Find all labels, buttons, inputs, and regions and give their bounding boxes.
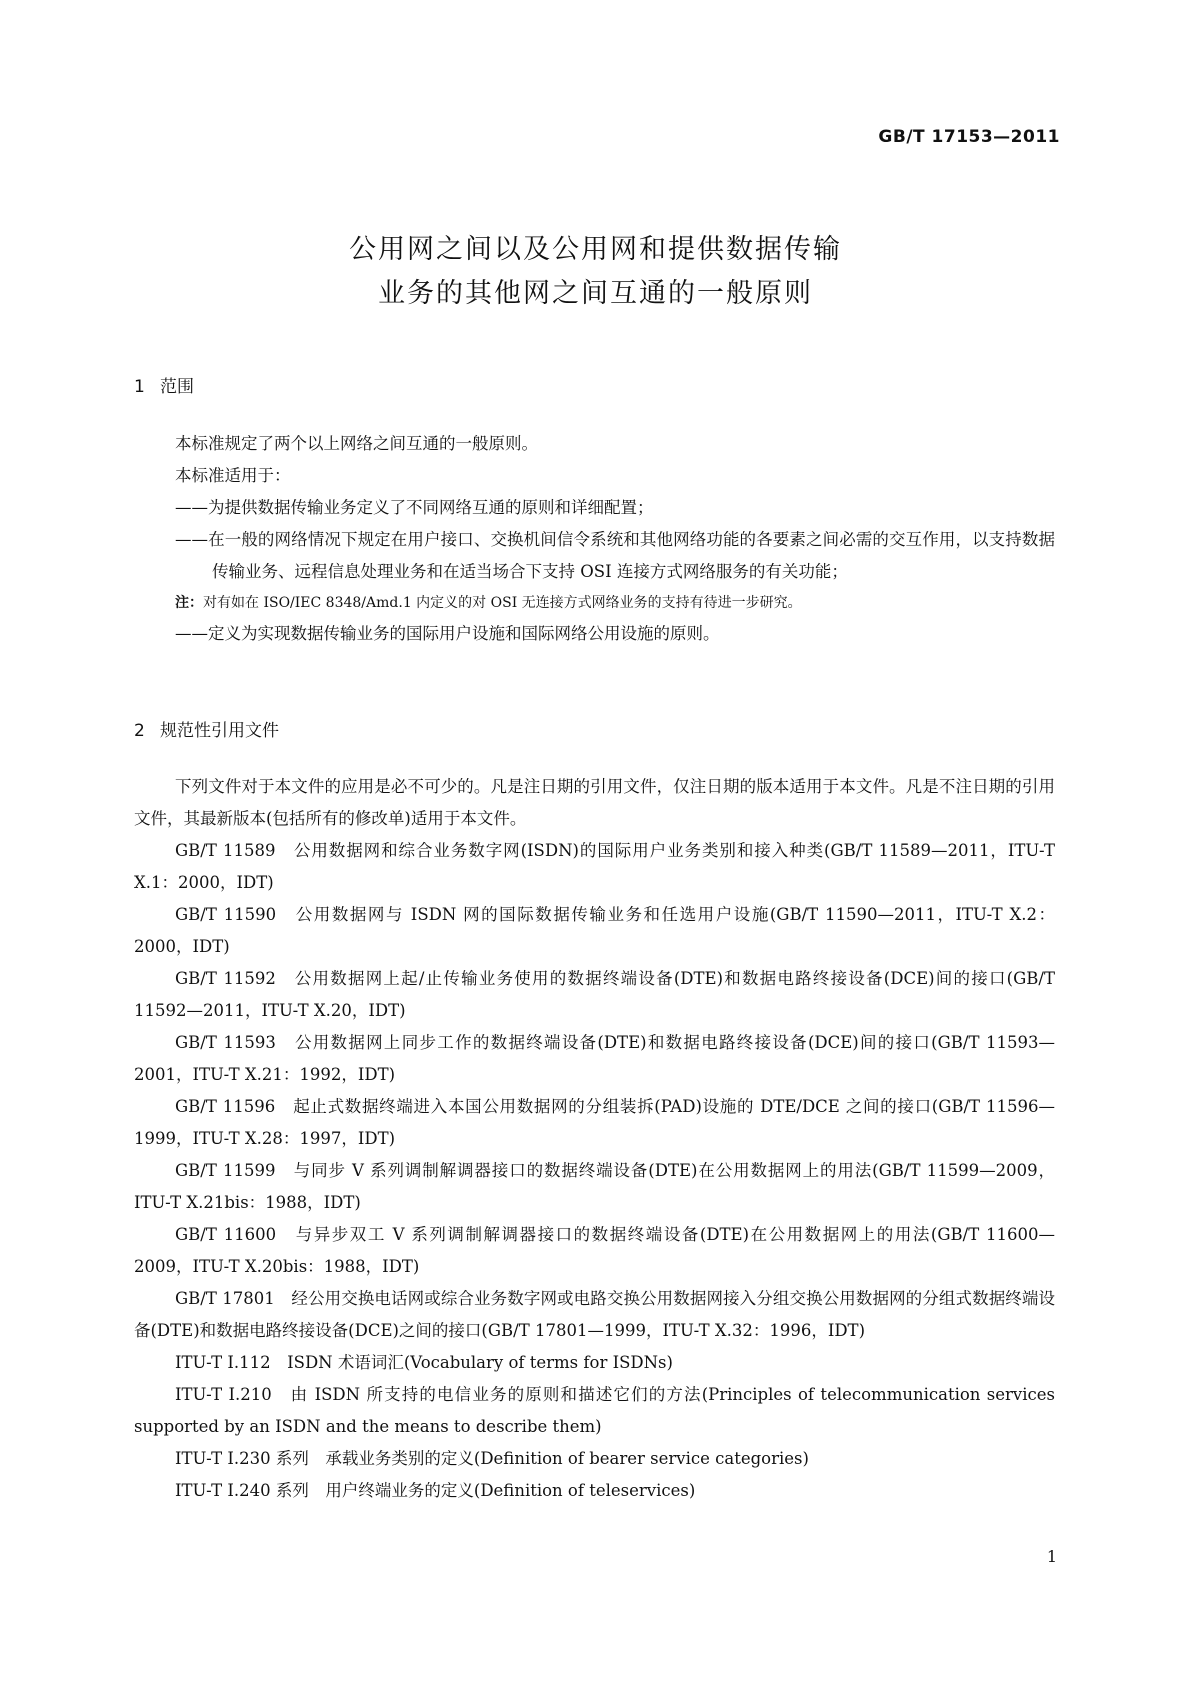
note-text: 对有如在 ISO/IEC 8348/Amd.1 内定义的对 OSI 无连接方式网络业务的支持有待进一步研究。	[203, 595, 802, 611]
standard-number: GB/T 17153—2011	[878, 127, 1060, 147]
section-2-title: 规范性引用文件	[160, 721, 279, 741]
section-1-title: 范围	[160, 377, 194, 397]
section-2-heading	[134, 716, 279, 741]
scope-item-2: ——在一般的网络情况下规定在用户接口、交换机间信令系统和其他网络功能的各要素之间必需的交互作用，以支持数据传输业务、远程信息处理业务和在适当场合下支持 OSI 连接方式网络服务的有关功能；	[175, 530, 1055, 581]
references-intro: 下列文件对于本文件的应用是必不可少的。凡是注日期的引用文件，仅注日期的版本适用于本文件。凡是不注日期的引用文件，其最新版本(包括所有的修改单)适用于本文件。	[134, 777, 1055, 828]
scope-item-1: ——为提供数据传输业务定义了不同网络互通的原则和详细配置；	[175, 498, 654, 517]
scope-note	[134, 588, 1055, 618]
reference-item: GB/T 11596 起止式数据终端进入本国公用数据网的分组装拆(PAD)设施的 DTE/DCE 之间的接口(GB/T 11596—1999，ITU-T X.28：1997，IDT)	[134, 1097, 1055, 1148]
page-number: 1	[1046, 1547, 1057, 1566]
section-1-body	[134, 428, 1055, 650]
section-2-body	[134, 771, 1055, 1507]
reference-item: ITU-T I.240 系列 用户终端业务的定义(Definition of teleservices)	[175, 1481, 696, 1500]
reference-item: ITU-T I.112 ISDN 术语词汇(Vocabulary of terms for ISDNs)	[175, 1353, 673, 1372]
section-2-number: 2	[134, 721, 145, 741]
note-label: 注：	[175, 595, 203, 611]
scope-paragraph-2: 本标准适用于：	[175, 466, 291, 485]
section-1-heading	[134, 372, 194, 397]
section-1-number: 1	[134, 377, 145, 397]
reference-item: GB/T 11590 公用数据网与 ISDN 网的国际数据传输业务和任选用户设施(GB/T 11590—2011，ITU-T X.2：2000，IDT)	[134, 905, 1055, 956]
reference-item: GB/T 11589 公用数据网和综合业务数字网(ISDN)的国际用户业务类别和接入种类(GB/T 11589—2011，ITU-T X.1：2000，IDT)	[134, 841, 1055, 892]
scope-paragraph-1: 本标准规定了两个以上网络之间互通的一般原则。	[175, 434, 538, 453]
reference-item: GB/T 11592 公用数据网上起/止传输业务使用的数据终端设备(DTE)和数据电路终接设备(DCE)间的接口(GB/T 11592—2011，ITU-T X.20，IDT)	[134, 969, 1055, 1020]
reference-item: ITU-T I.210 由 ISDN 所支持的电信业务的原则和描述它们的方法(Principles of telecommunication services supported by an ISDN and the means to describe them)	[134, 1385, 1055, 1436]
document-title	[0, 228, 1191, 316]
reference-item: ITU-T I.230 系列 承载业务类别的定义(Definition of bearer service categories)	[175, 1449, 809, 1468]
scope-item-3: ——定义为实现数据传输业务的国际用户设施和国际网络公用设施的原则。	[175, 624, 720, 643]
reference-item: GB/T 11599 与同步 V 系列调制解调器接口的数据终端设备(DTE)在公用数据网上的用法(GB/T 11599—2009，ITU-T X.21bis：1988，IDT)	[134, 1161, 1055, 1212]
reference-item: GB/T 11593 公用数据网上同步工作的数据终端设备(DTE)和数据电路终接设备(DCE)间的接口(GB/T 11593—2001，ITU-T X.21：1992，IDT)	[134, 1033, 1055, 1084]
reference-item: GB/T 17801 经公用交换电话网或综合业务数字网或电路交换公用数据网接入分组交换公用数据网的分组式数据终端设备(DTE)和数据电路终接设备(DCE)之间的接口(GB/T 17801—1999，ITU-T X.32：1996，IDT)	[134, 1289, 1055, 1340]
reference-item: GB/T 11600 与异步双工 V 系列调制解调器接口的数据终端设备(DTE)在公用数据网上的用法(GB/T 11600—2009，ITU-T X.20bis：1988，IDT)	[134, 1225, 1055, 1276]
title-line-1: 公用网之间以及公用网和提供数据传输	[349, 234, 842, 265]
title-line-2: 业务的其他网之间互通的一般原则	[378, 278, 813, 309]
